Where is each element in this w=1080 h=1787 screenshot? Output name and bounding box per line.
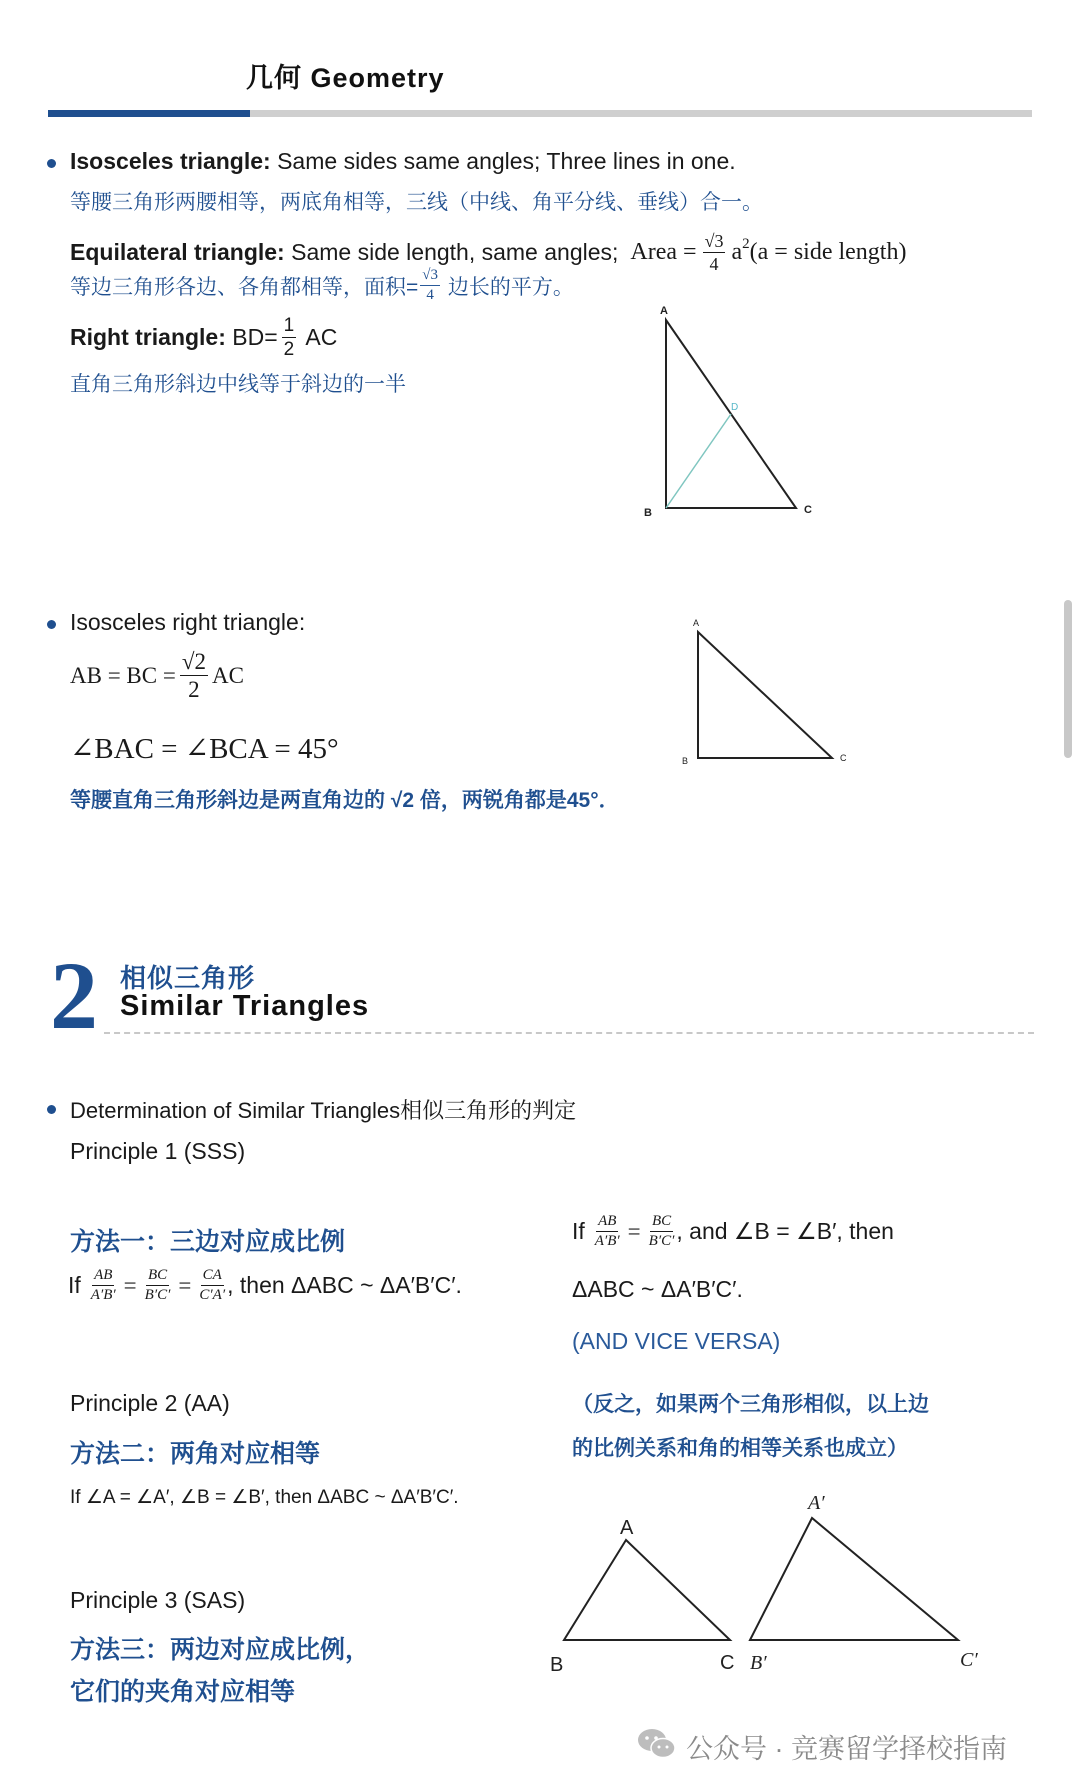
formula-1 [68,1268,462,1303]
formula-right [572,1214,894,1249]
isoright-cn: 等腰直角三角形斜边是两直角边的 √2 倍，两锐角都是45°． [70,789,620,812]
formula-1-frac-3 [199,1268,225,1303]
frac-den: A′B′ [90,1287,116,1303]
isosceles-text: Same sides same angles; Three lines in one. [270,148,736,174]
median-bd [666,414,731,508]
isoright-eq1-b: AC [211,662,244,688]
equals: = [123,1272,137,1298]
right-pre: BD= [225,324,278,350]
principle-1: Principle 1 (SSS) [70,1138,246,1164]
isoright-label-c: C [840,753,847,763]
isoright-eq1-num: √2 [181,649,206,674]
right-post: AC [300,324,338,350]
equilateral-cn-den: 4 [426,287,434,303]
isoright-triangle-shape [698,632,832,758]
wechat-icon [636,1726,678,1762]
area-label: Area = [630,239,697,265]
isosceles-label: Isosceles triangle: [70,148,271,174]
bullet [47,159,56,168]
frac-num: CA [201,1268,224,1286]
right-label-b: B [644,507,652,519]
area-frac-num: √3 [704,231,724,251]
frac-num: AB [92,1268,114,1286]
formula-right-if: If [572,1218,585,1244]
right-line [70,316,337,359]
equilateral-line [70,232,906,273]
right-label-c: C [804,504,812,516]
area-sup: 2 [742,236,750,252]
right-label-a: A [660,305,668,317]
isoright-eq2: ∠BAC = ∠BCA = 45° [70,733,339,765]
formula-right-frac-1 [595,1214,620,1249]
isosceles-line [70,148,736,175]
isoright-label-a: A [693,618,700,628]
isoright-label: Isosceles right triangle: [70,609,306,635]
section-title-cn: 相似三角形 [120,963,256,993]
right-cn: 直角三角形斜边中线等于斜边的一半 [70,373,406,396]
equilateral-cn-frac [420,268,440,303]
triangle-abc [564,1540,730,1640]
method-3a: 方法三：两边对应成比例， [70,1636,371,1664]
method-1: 方法一：三边对应成比例 [70,1228,346,1256]
triangle-abc-prime [750,1518,958,1640]
section-title-en: Similar Triangles [120,990,370,1022]
label-b: B [550,1654,564,1676]
label-b-prime: B′ [750,1652,767,1674]
section-divider [104,1032,1034,1034]
formula-2: If ∠A = ∠A′, ∠B = ∠B′, then ΔABC ~ ΔA′B′C′. [70,1487,459,1508]
frac-num: BC [650,1214,673,1232]
right-label: Right triangle: [70,324,226,350]
vice-versa-cn-2: 的比例关系和角的相等关系也成立） [572,1437,908,1460]
equilateral-label: Equilateral triangle: [70,239,285,265]
formula-right-frac-2 [649,1214,675,1249]
determination-title: Determination of Similar Triangles相似三角形的判定 [70,1098,577,1123]
section-number: 2 [50,942,98,1049]
area-frac-den: 4 [709,254,719,274]
frac-den: B′C′ [648,1233,675,1249]
vice-versa: (AND VICE VERSA) [572,1328,781,1354]
isoright-eq1-den: 2 [188,677,200,702]
label-c-prime: C′ [960,1649,978,1671]
isoright-eq1 [70,650,244,701]
right-frac-num: 1 [283,315,295,336]
formula-1-then: , then ΔABC ~ ΔA′B′C′. [227,1272,462,1298]
label-a: A [620,1517,634,1539]
similar-triangles-figure [540,1480,1000,1685]
header-bar [250,110,1032,117]
isoright-eq1-frac [180,650,208,701]
equilateral-cn [70,268,574,303]
right-label-d: D [731,402,739,413]
method-2: 方法二：两角对应相等 [70,1440,321,1468]
bullet [47,620,56,629]
equilateral-cn-num: √3 [420,268,440,286]
equilateral-cn-b: 边长的平方。 [442,275,574,299]
frac-num: BC [146,1268,169,1286]
right-fraction [282,316,297,359]
equals: = [178,1272,192,1298]
right-triangle-figure [630,300,830,530]
isoright-triangle-figure [676,614,856,774]
area-fraction [703,232,726,273]
page-title: 几何 Geometry [246,63,445,93]
principle-2: Principle 2 (AA) [70,1390,230,1416]
formula-1-frac-2 [145,1268,171,1303]
frac-num: AB [596,1214,618,1232]
principle-3: Principle 3 (SAS) [70,1587,246,1613]
formula-right-line2: ΔABC ~ ΔA′B′C′. [572,1276,743,1302]
isosceles-cn: 等腰三角形两腰相等，两底角相等，三线（中线、角平分线、垂线）合一。 [70,191,763,214]
formula-1-if: If [68,1272,81,1298]
equals: = [627,1218,641,1244]
label-c: C [720,1652,735,1674]
equilateral-text: Same side length, same angles; [284,239,619,265]
area-paren: (a = side length) [749,239,907,265]
isoright-label-b: B [682,756,689,766]
formula-1-frac-1 [91,1268,116,1303]
bullet [47,1105,56,1114]
header-bar-accent [48,110,250,117]
label-a-prime: A′ [808,1492,825,1514]
right-frac-den: 2 [283,339,295,360]
method-3b: 它们的夹角对应相等 [70,1678,296,1706]
equilateral-cn-a: 等边三角形各边、各角都相等，面积= [70,275,419,299]
frac-den: A′B′ [594,1233,620,1249]
scrollbar-thumb[interactable] [1064,600,1072,758]
frac-den: C′A′ [199,1287,226,1303]
watermark-text: 公众号 · 竞赛留学择校指南 [686,1734,1007,1764]
area-var: a [731,239,743,265]
isoright-eq1-a: AB = BC = [70,662,176,688]
frac-den: B′C′ [144,1287,171,1303]
vice-versa-cn-1: （反之，如果两个三角形相似，以上边 [572,1393,929,1416]
formula-right-and: , and ∠B = ∠B′, then [676,1218,894,1244]
